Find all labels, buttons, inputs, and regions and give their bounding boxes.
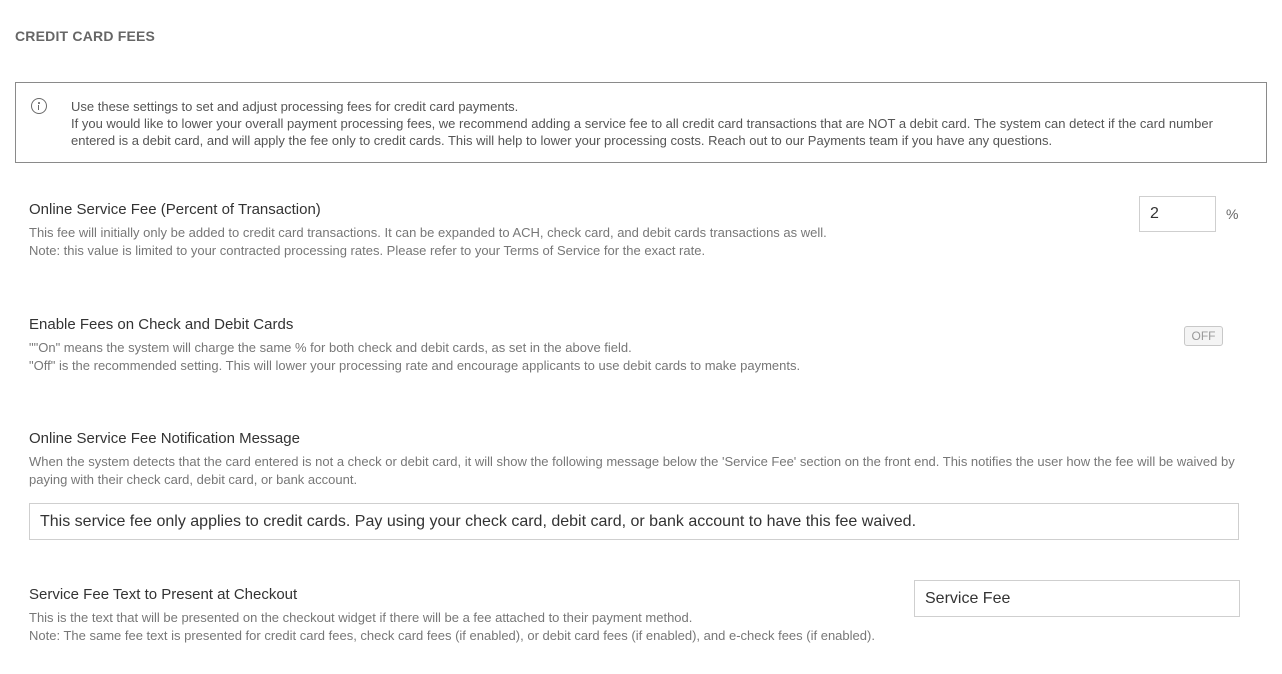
enable-fees-title: Enable Fees on Check and Debit Cards: [29, 316, 294, 333]
info-box: [15, 82, 1267, 163]
info-text: [71, 98, 1241, 149]
online-service-fee-description: [29, 224, 1089, 260]
enable-fees-desc-line-2: "Off" is the recommended setting. This will lower your processing rate and encourage applicants to use debit cards to make payments.: [29, 358, 801, 373]
online-service-fee-section: [29, 200, 1089, 260]
online-service-fee-desc-line-2: Note: this value is limited to your contracted processing rates. Please refer to your Terms of Service for the exact rate.: [29, 243, 706, 258]
info-line-1: Use these settings to set and adjust processing fees for credit card payments.: [71, 99, 519, 114]
percent-unit-label: %: [1226, 206, 1239, 222]
checkout-text-section: [29, 585, 879, 645]
notification-message-title: Online Service Fee Notification Message: [29, 430, 300, 447]
checkout-text-description: [29, 609, 879, 645]
page-title: CREDIT CARD FEES: [15, 28, 156, 44]
checkout-fee-text-input[interactable]: [914, 580, 1240, 617]
checkout-text-desc-line-2: Note: The same fee text is presented for credit card fees, check card fees (if enabled), or debit card fees (if enabled), and e-check fees (if enabled).: [29, 628, 875, 643]
enable-fees-description: [29, 339, 1089, 375]
checkout-text-title: Service Fee Text to Present at Checkout: [29, 586, 298, 603]
checkout-text-desc-line-1: This is the text that will be presented on the checkout widget if there will be a fee attached to their payment method.: [29, 610, 693, 625]
online-service-fee-percent-input[interactable]: [1139, 196, 1216, 232]
online-service-fee-desc-line-1: This fee will initially only be added to credit card transactions. It can be expanded to ACH, check card, and debit cards transactions as well.: [29, 225, 827, 240]
notification-message-input[interactable]: [29, 503, 1239, 540]
notification-message-section: [29, 429, 1244, 489]
enable-fees-section: [29, 315, 1089, 375]
enable-fees-toggle[interactable]: OFF: [1184, 326, 1223, 346]
info-line-2: If you would like to lower your overall payment processing fees, we recommend adding a service fee to all credit card transactions that are NOT a debit card. The system can detect if the card number entered is a debit card, and will apply the fee only to credit cards. This will help to lower your processing costs. Reach out to our Payments team if you have any questions.: [71, 116, 1213, 148]
enable-fees-desc-line-1: ""On" means the system will charge the same % for both check and debit cards, as set in the above field.: [29, 340, 632, 355]
online-service-fee-title: Online Service Fee (Percent of Transaction): [29, 201, 321, 218]
info-circle-icon: [31, 98, 47, 114]
notification-message-description: When the system detects that the card entered is not a check or debit card, it will show the following message below the 'Service Fee' section on the front end. This notifies the user how the fee will be waived by paying with their check card, debit card, or bank account.: [29, 454, 1235, 487]
